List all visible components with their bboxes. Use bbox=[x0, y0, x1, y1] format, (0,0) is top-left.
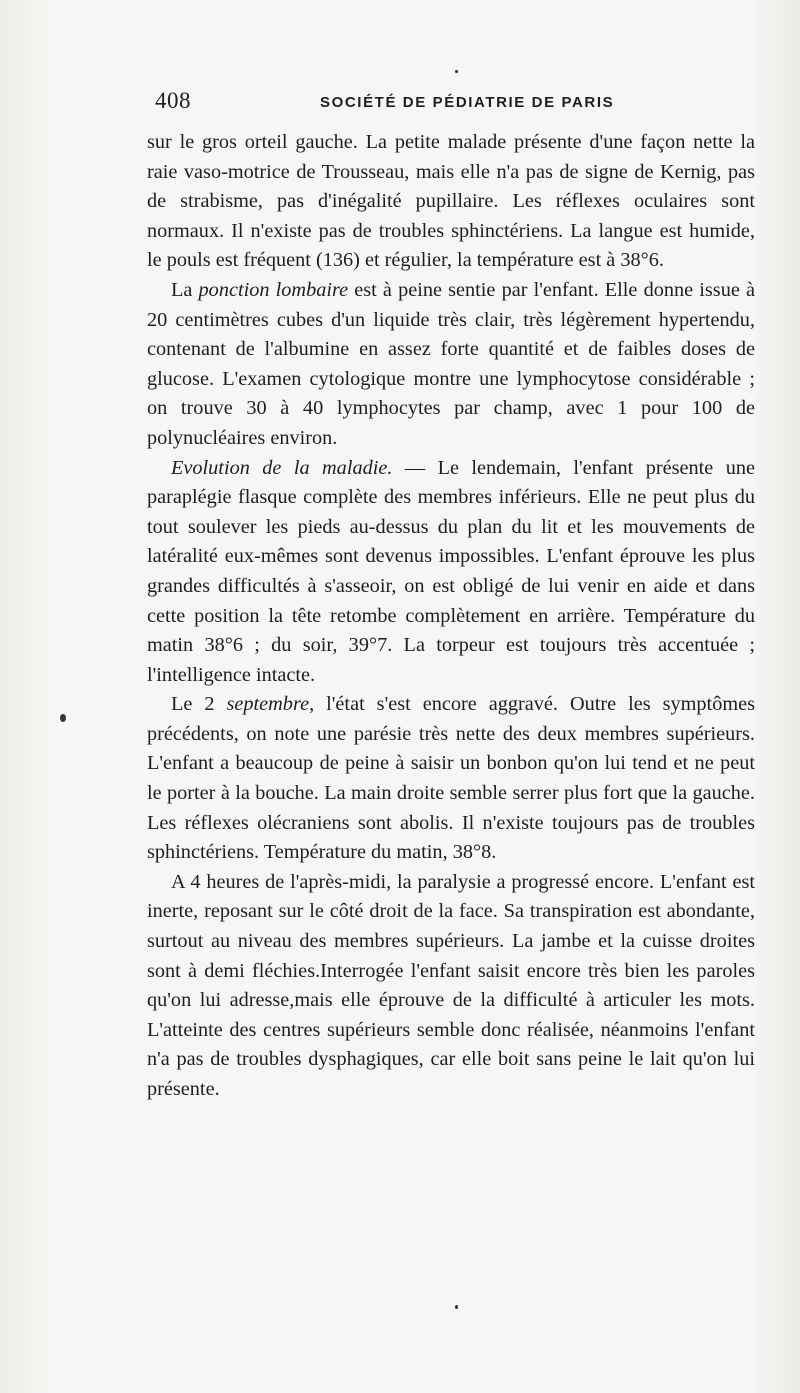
paragraph-4 bbox=[147, 690, 755, 868]
paragraph-3 bbox=[147, 454, 755, 691]
paragraph-2-lead: La bbox=[171, 278, 199, 301]
paragraph-3-italic: Evolution de la maladie. bbox=[171, 456, 393, 479]
paragraph-4-italic: septembre bbox=[226, 693, 310, 716]
scan-speck-top bbox=[455, 70, 458, 73]
paragraph-4-lead: Le 2 bbox=[171, 693, 227, 716]
page-number: 408 bbox=[155, 88, 191, 113]
paragraph-5-text: A 4 heures de l'après-midi, la paralysie a progressé encore. L'enfant est inerte, reposant sur le côté droit de la face. Sa transpiration est abondante, surtout au niveau des membres supérieurs. La jambe et la cuisse droites sont à demi fléchies.Interrogée l'enfant saisit encore très bien les paroles qu'on lui adresse,mais elle éprouve de la difficulté à articuler les mots. L'atteinte des centres supérieurs semble donc réalisée, néanmoins l'enfant n'a pas de troubles dysphagiques, car elle boit sans peine le lait qu'on lui présente. bbox=[147, 870, 755, 1100]
paragraph-2-text: est à peine sentie par l'enfant. Elle donne issue à 20 centimètres cubes d'un liquide très clair, très légèrement hypertendu, contenant de l'albumine en assez forte quantité et de faibles doses de glucose. L'examen cytologique montre une lymphocytose considérable ; on trouve 30 à 40 lymphocytes par champ, avec 1 pour 100 de polynucléaires environ. bbox=[147, 278, 755, 449]
paragraph-4-text: , l'état s'est encore aggravé. Outre les symptômes précédents, on note une parésie très nette des deux membres supérieurs. L'enfant a beaucoup de peine à saisir un bonbon qu'on lui tend et ne peut le porter à la bouche. La main droite semble serrer plus fort que la gauche. Les réflexes olécraniens sont abolis. Il n'existe toujours pas de troubles sphinctériens. Température du matin, 38°8. bbox=[147, 693, 756, 864]
body-text bbox=[147, 128, 755, 1105]
page-header bbox=[150, 88, 762, 118]
running-head: SOCIÉTÉ DE PÉDIATRIE DE PARIS bbox=[320, 94, 615, 111]
paragraph-5 bbox=[147, 868, 755, 1105]
paragraph-2-italic: ponction lombaire bbox=[198, 278, 349, 301]
paragraph-3-text: — Le lendemain, l'enfant présente une paraplégie flasque complète des membres inférieurs. Elle ne peut plus du tout soulever les pieds au-dessus du plan du lit et les mouvements de latéralité eux-mêmes sont devenus impossibles. L'enfant éprouve les plus grandes difficultés à s'asseoir, on est obligé de lui venir en aide et dans cette position la tête retombe complètement en arrière. Température du matin 38°6 ; du soir, 39°7. La torpeur est toujours très accentuée ; l'intelligence intacte. bbox=[147, 456, 755, 686]
scan-speck-left bbox=[60, 714, 66, 722]
paragraph-1 bbox=[147, 128, 755, 276]
paragraph-1-text: sur le gros orteil gauche. La petite malade présente d'une façon nette la raie vaso-motrice de Trousseau, mais elle n'a pas de signe de Kernig, pas de strabisme, pas d'inégalité pupillaire. Les réflexes oculaires sont normaux. Il n'existe pas de troubles sphinctériens. La langue est humide, le pouls est fréquent (136) et régulier, la température est à 38°6. bbox=[147, 131, 755, 272]
scan-speck-bottom bbox=[455, 1305, 458, 1309]
paragraph-2 bbox=[147, 276, 755, 454]
